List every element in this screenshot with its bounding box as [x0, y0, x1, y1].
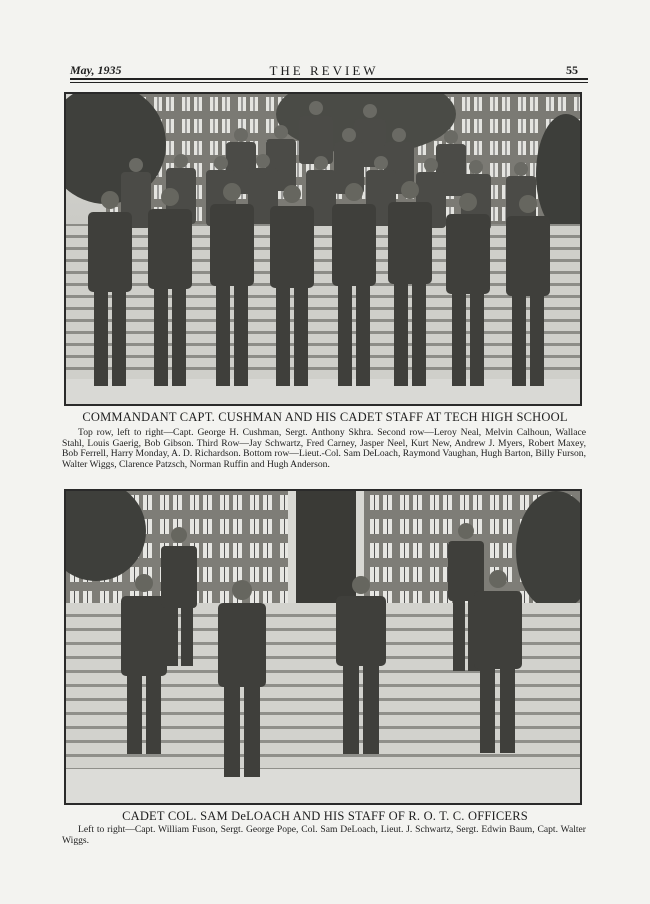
photo2-caption-title: CADET COL. SAM DeLOACH AND HIS STAFF OF R. O. T. C. OFFICERS — [122, 809, 528, 823]
header-rule-thick — [70, 78, 588, 80]
publication-title: THE REVIEW — [269, 63, 379, 78]
page-number: 55 — [566, 63, 578, 77]
issue-date: May, 1935 — [70, 63, 122, 77]
photo1-caption-body: Top row, left to right—Capt. George H. Cushman, Sergt. Anthony Skhra. Second row—Leroy Neal, Melvin Calhoun, Wallace Stahl, Louis Gaerig, Bob Gibson. Third Row—Jay Schwartz, Fred Carney, Jasper Neel, Kurt New, Andrew J. Myers, Robert Maxey, Bob Ferrell, Harry Monday, A. D. Richardson. Bottom row—Lieut.-Col. Sam DeLoach, Raymond Vaughan, Hugh Barton, Billy Furson, Walter Wiggs, Clarence Patzsch, Norman Ruffin and Hugh Anderson. — [62, 427, 586, 470]
page-header — [70, 60, 578, 80]
photo1-caption-title: COMMANDANT CAPT. CUSHMAN AND HIS CADET STAFF AT TECH HIGH SCHOOL — [82, 410, 568, 424]
cadet-staff-photo — [64, 92, 582, 406]
rotc-officers-photo — [64, 489, 582, 805]
header-rule-thin — [70, 82, 588, 83]
photo2-caption-body: Left to right—Capt. William Fuson, Sergt. George Pope, Col. Sam DeLoach, Lieut. J. Schwartz, Sergt. Edwin Baum, Capt. Walter Wiggs. — [62, 824, 586, 846]
